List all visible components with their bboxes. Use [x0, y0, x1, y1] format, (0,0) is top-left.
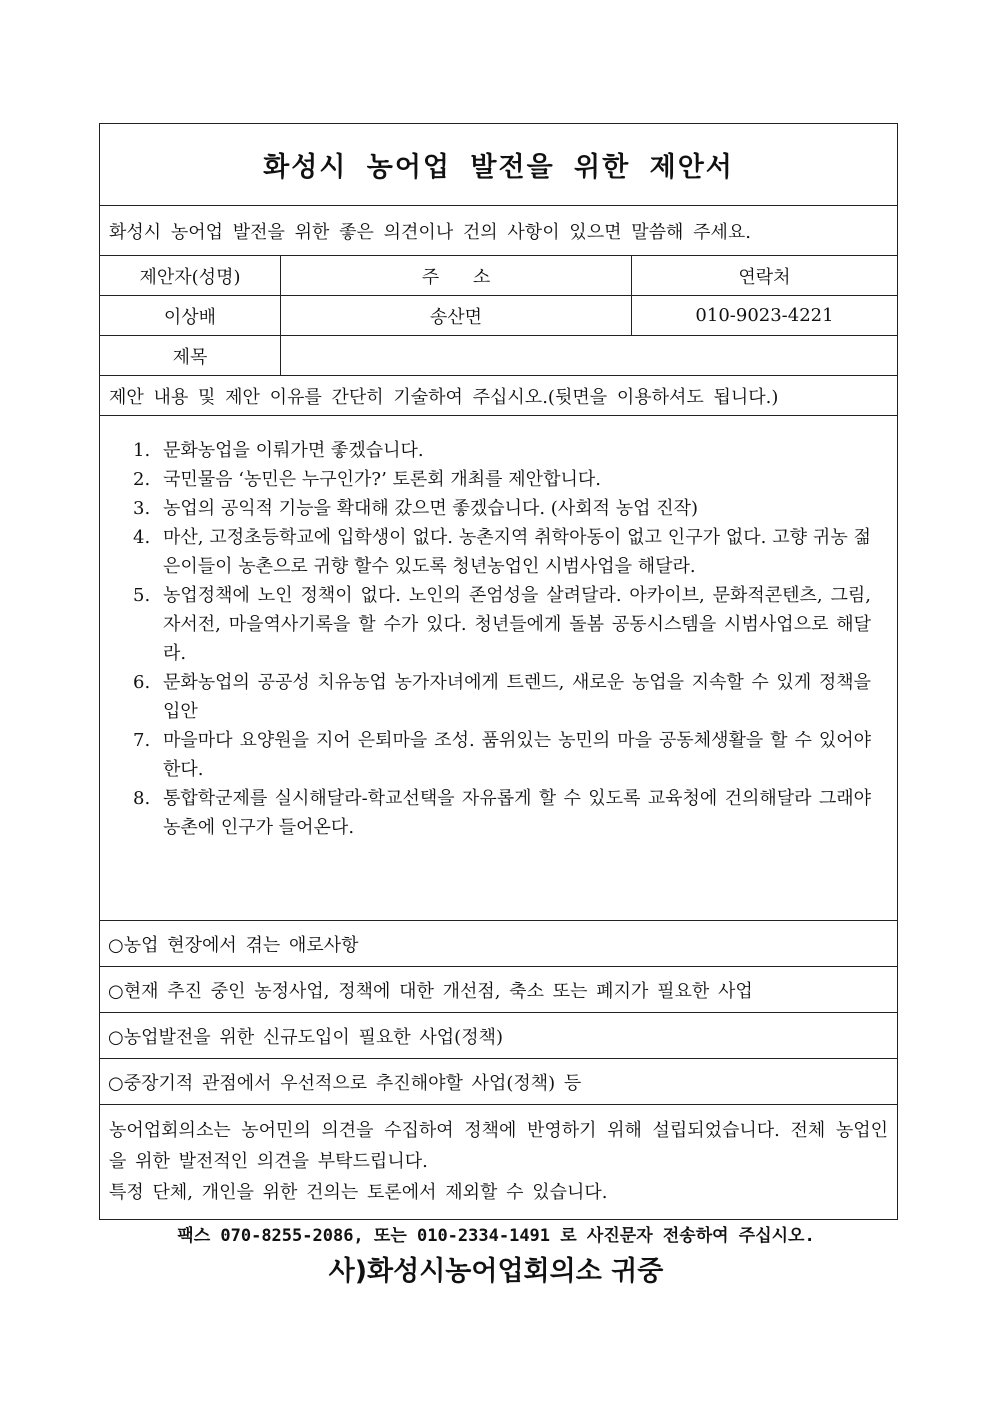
- proposal-item-text: 문화농업을 이뤄가면 좋겠습니다.: [163, 440, 424, 461]
- proposal-list: [133, 436, 871, 842]
- header-row: [100, 256, 897, 296]
- proposal-form: [99, 123, 898, 1220]
- option-improvements: ○현재 추진 중인 농정사업, 정책에 대한 개선점, 축소 또는 폐지가 필요한 사업: [100, 967, 897, 1013]
- proposal-item: [133, 784, 871, 842]
- organization-name: 사)화성시농어업회의소 귀중: [328, 1256, 664, 1287]
- proposal-item: [133, 436, 871, 465]
- address-value[interactable]: 송산면: [281, 296, 632, 335]
- proposal-item: [133, 523, 871, 581]
- option-new-projects: ○농업발전을 위한 신규도입이 필요한 사업(정책): [100, 1013, 897, 1059]
- form-instruction: 제안 내용 및 제안 이유를 간단히 기술하여 주십시오.(뒷면을 이용하셔도 됩니다.): [100, 376, 897, 416]
- proposal-item-number: 4.: [133, 527, 151, 548]
- proposal-item-text: 농업의 공익적 기능을 확대해 갔으면 좋겠습니다. (사회적 농업 진작): [163, 498, 699, 519]
- proposal-item: [133, 581, 871, 668]
- proposal-item-number: 3.: [133, 498, 151, 519]
- proposal-item-number: 5.: [133, 585, 151, 606]
- form-title: 화성시 농어업 발전을 위한 제안서: [100, 124, 897, 206]
- closing-note: [100, 1105, 897, 1219]
- proposal-item-text: 국민물음 ‘농민은 누구인가?’ 토론회 개최를 제안합니다.: [163, 469, 601, 490]
- address-header: 주 소: [281, 256, 632, 295]
- proposer-header: 제안자(성명): [100, 256, 281, 295]
- proposal-item: [133, 465, 871, 494]
- fax-instruction: 팩스 070-8255-2086, 또는 010-2334-1491 로 사진문자 전송하여 주십시오.: [177, 1226, 815, 1246]
- proposal-item-text: 문화농업의 공공성 치유농업 농가자녀에게 트렌드, 새로운 농업을 지속할 수 있게 정책을 입안: [163, 672, 871, 722]
- proposal-item-number: 6.: [133, 672, 151, 693]
- proposal-item-number: 8.: [133, 788, 151, 809]
- subject-row: [100, 336, 897, 376]
- option-long-term: ○중장기적 관점에서 우선적으로 추진해야할 사업(정책) 등: [100, 1059, 897, 1105]
- note-paragraph: 특정 단체, 개인을 위한 건의는 토론에서 제외할 수 있습니다.: [109, 1182, 608, 1203]
- subject-label: 제목: [100, 336, 281, 375]
- value-row: [100, 296, 897, 336]
- contact-value[interactable]: 010-9023-4221: [695, 305, 834, 326]
- proposer-value[interactable]: 이상배: [100, 296, 281, 335]
- proposal-item-text: 마산, 고정초등학교에 입학생이 없다. 농촌지역 취학아동이 없고 인구가 없다. 고향 귀농 젊은이들이 농촌으로 귀향 할수 있도록 청년농업인 시범사업을 해달라.: [163, 527, 871, 577]
- subject-field[interactable]: [281, 336, 897, 375]
- form-intro: 화성시 농어업 발전을 위한 좋은 의견이나 건의 사항이 있으면 말씀해 주세요.: [100, 206, 897, 256]
- proposal-item-text: 마을마다 요양원을 지어 은퇴마을 조성. 품위있는 농민의 마을 공동체생활을 할 수 있어야 한다.: [163, 730, 871, 780]
- proposal-item-number: 7.: [133, 730, 151, 751]
- contact-header: 연락처: [738, 266, 791, 288]
- note-paragraph: 농어업회의소는 농어민의 의견을 수집하여 정책에 반영하기 위해 설립되었습니다. 전체 농업인을 위한 발전적인 의견을 부탁드립니다.: [109, 1120, 888, 1172]
- proposal-item-text: 통합학군제를 실시해달라-학교선택을 자유롭게 할 수 있도록 교육청에 건의해달라 그래야 농촌에 인구가 들어온다.: [163, 788, 871, 838]
- option-hardships: ○농업 현장에서 겪는 애로사항: [100, 921, 897, 967]
- proposal-item-number: 1.: [133, 440, 151, 461]
- proposal-item: [133, 726, 871, 784]
- proposal-content[interactable]: [100, 416, 897, 921]
- proposal-item: [133, 668, 871, 726]
- proposal-item: [133, 494, 871, 523]
- proposal-item-text: 농업정책에 노인 정책이 없다. 노인의 존엄성을 살려달라. 아카이브, 문화적콘텐츠, 그림, 자서전, 마을역사기록을 할 수가 있다. 청년들에게 돌봄 공동시스템을 시범사업으로 해달라.: [163, 585, 871, 664]
- proposal-item-number: 2.: [133, 469, 151, 490]
